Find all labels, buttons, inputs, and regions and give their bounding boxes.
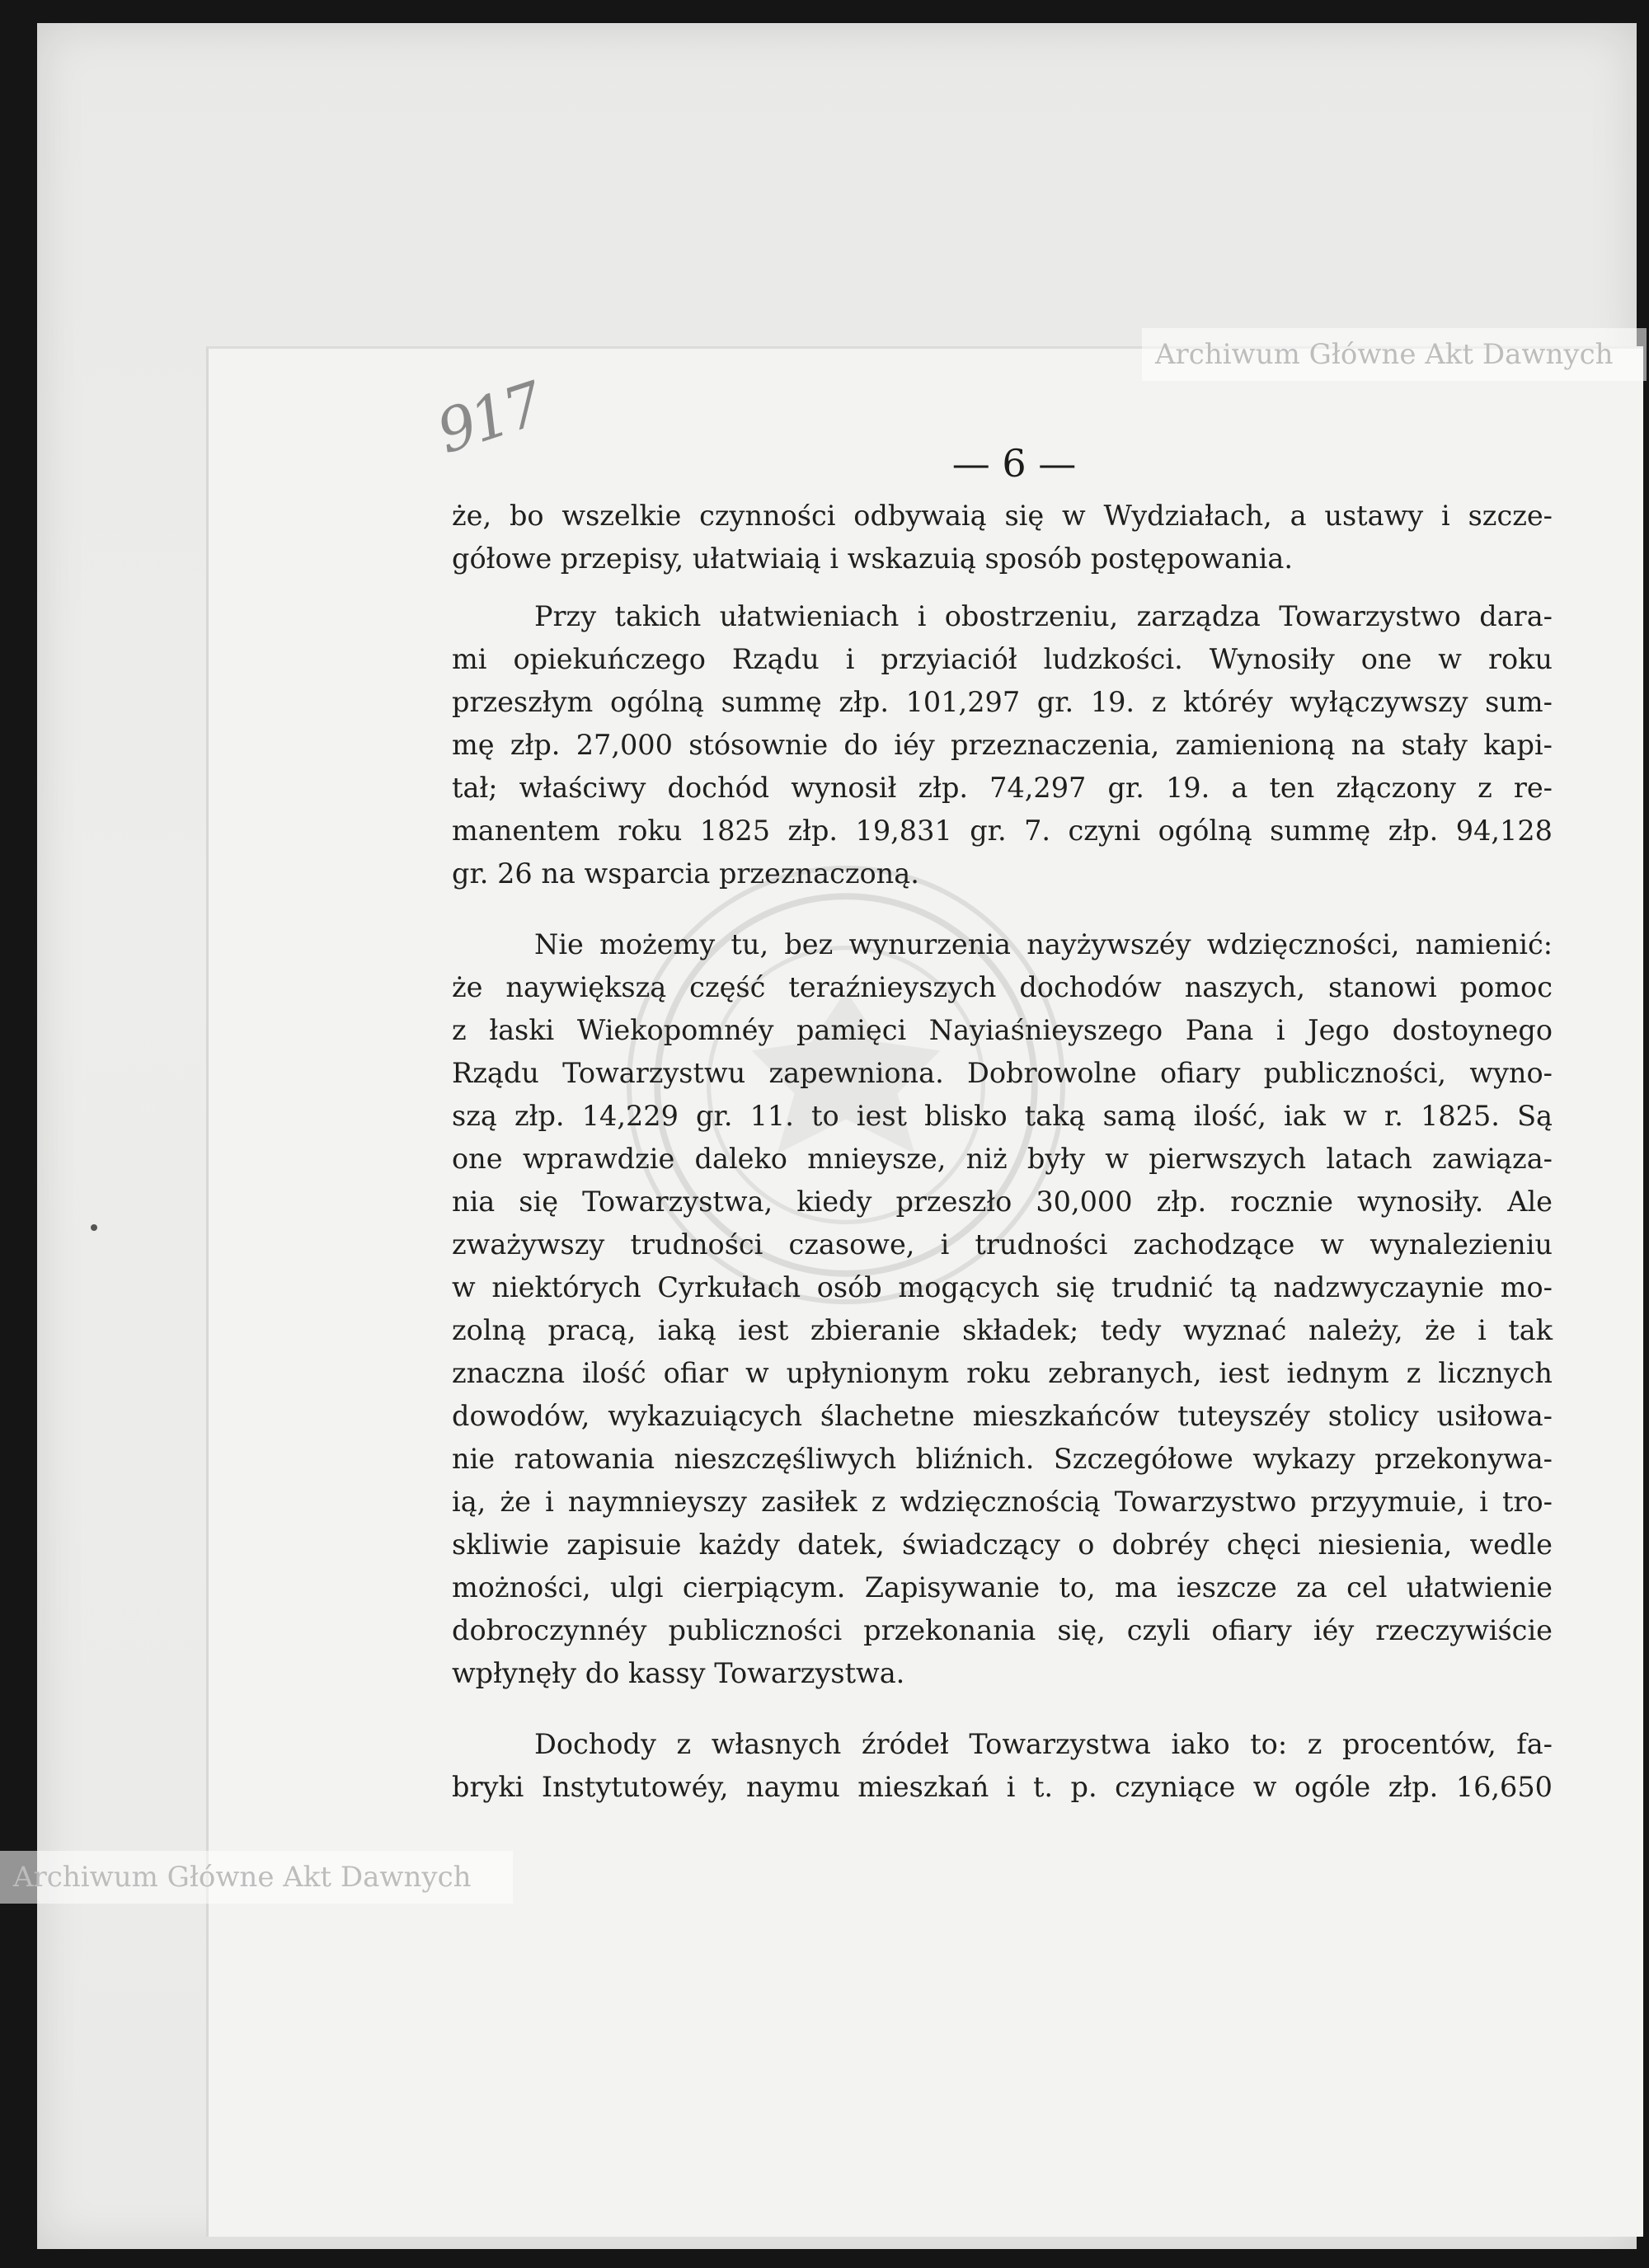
text-line: nie ratowania nieszczęśliwych bliźnich. Szczegółowe wykazy przekonywa-	[452, 1443, 1553, 1475]
text-line: że naywiększą część teraźnieyszych dochodów naszych, stanowi pomoc	[452, 971, 1553, 1003]
text-line: Przy takich ułatwieniach i obostrzeniu, zarządza Towarzystwo dara-	[534, 600, 1553, 632]
text-line: możności, ulgi cierpiącym. Zapisywanie to, ma ieszcze za cel ułatwienie	[452, 1571, 1553, 1604]
text-line: one wprawdzie daleko mnieysze, niż były w pierwszych latach zawiąza-	[452, 1143, 1553, 1175]
text-line: Dochody z własnych źródeł Towarzystwa iako to: z procentów, fa-	[534, 1728, 1553, 1760]
text-line: mę złp. 27,000 stósownie do iéy przeznaczenia, zamienioną na stały kapi-	[452, 729, 1553, 761]
archive-watermark-top: Archiwum Główne Akt Dawnych	[1142, 328, 1647, 381]
text-line: nia się Towarzystwa, kiedy przeszło 30,000 złp. rocznie wynosiły. Ale	[452, 1186, 1553, 1218]
text-line: bryki Instytutowéy, naymu mieszkań i t. p. czyniące w ogóle złp. 16,650	[452, 1771, 1553, 1803]
text-line: zolną pracą, iaką iest zbieranie składek; tedy wyznać należy, że i tak	[452, 1314, 1553, 1346]
scan-speck	[91, 1224, 97, 1231]
text-line: w niektórych Cyrkułach osób mogących się trudnić tą nadzwyczaynie mo-	[452, 1271, 1553, 1303]
text-line: Rządu Towarzystwu zapewniona. Dobrowolne ofiary publiczności, wyno-	[452, 1057, 1553, 1089]
text-line: wpłynęły do kassy Towarzystwa.	[452, 1657, 905, 1689]
text-line: że, bo wszelkie czynności odbywaią się w Wydziałach, a ustawy i szcze-	[452, 500, 1553, 532]
text-line: znaczna ilość ofiar w upłynionym roku zebranych, iest iednym z licznych	[452, 1357, 1553, 1389]
text-line: gr. 26 na wsparcia przeznaczoną.	[452, 857, 919, 890]
text-line: zważywszy trudności czasowe, i trudności zachodzące w wynalezieniu	[452, 1228, 1553, 1261]
paragraph-3	[452, 923, 1553, 1695]
paragraph-2	[452, 595, 1553, 895]
handwritten-folio-number: 917	[429, 369, 549, 467]
text-line: mi opiekuńczego Rządu i przyiaciół ludzkości. Wynosiły one w roku	[452, 643, 1553, 675]
text-line: dobroczynnéy publiczności przekonania się, czyli ofiary iéy rzeczywiście	[452, 1614, 1553, 1646]
text-line: z łaski Wiekopomnéy pamięci Nayiaśnieyszego Pana i Jego dostoynego	[452, 1014, 1553, 1046]
text-line: ią, że i naymnieyszy zasiłek z wdzięcznością Towarzystwo przyymuie, i tro-	[452, 1486, 1553, 1518]
document-body	[452, 495, 1553, 1824]
text-line: skliwie zapisuie każdy datek, świadczący o dobréy chęci niesienia, wedle	[452, 1528, 1553, 1561]
text-line: manentem roku 1825 złp. 19,831 gr. 7. czyni ogólną summę złp. 94,128	[452, 815, 1553, 847]
archive-watermark-bottom: Archiwum Główne Akt Dawnych	[0, 1851, 513, 1904]
paragraph-4	[452, 1723, 1553, 1809]
text-line: tał; właściwy dochód wynosił złp. 74,297 gr. 19. a ten złączony z re-	[452, 772, 1553, 804]
text-line: przeszłym ogólną summę złp. 101,297 gr. 19. z któréy wyłączywszy sum-	[452, 686, 1553, 718]
page-number: — 6 —	[951, 441, 1077, 486]
text-line: Nie możemy tu, bez wynurzenia nayżywszéy wdzięczności, namienić:	[534, 928, 1553, 960]
text-line: dowodów, wykazuiących ślachetne mieszkańców tuteyszéy stolicy usiłowa-	[452, 1400, 1553, 1432]
paragraph-1	[452, 495, 1553, 580]
text-line: szą złp. 14,229 gr. 11. to iest blisko taką samą ilość, iak w r. 1825. Są	[452, 1100, 1553, 1132]
text-line: gółowe przepisy, ułatwiaią i wskazuią sposób postępowania.	[452, 542, 1293, 575]
